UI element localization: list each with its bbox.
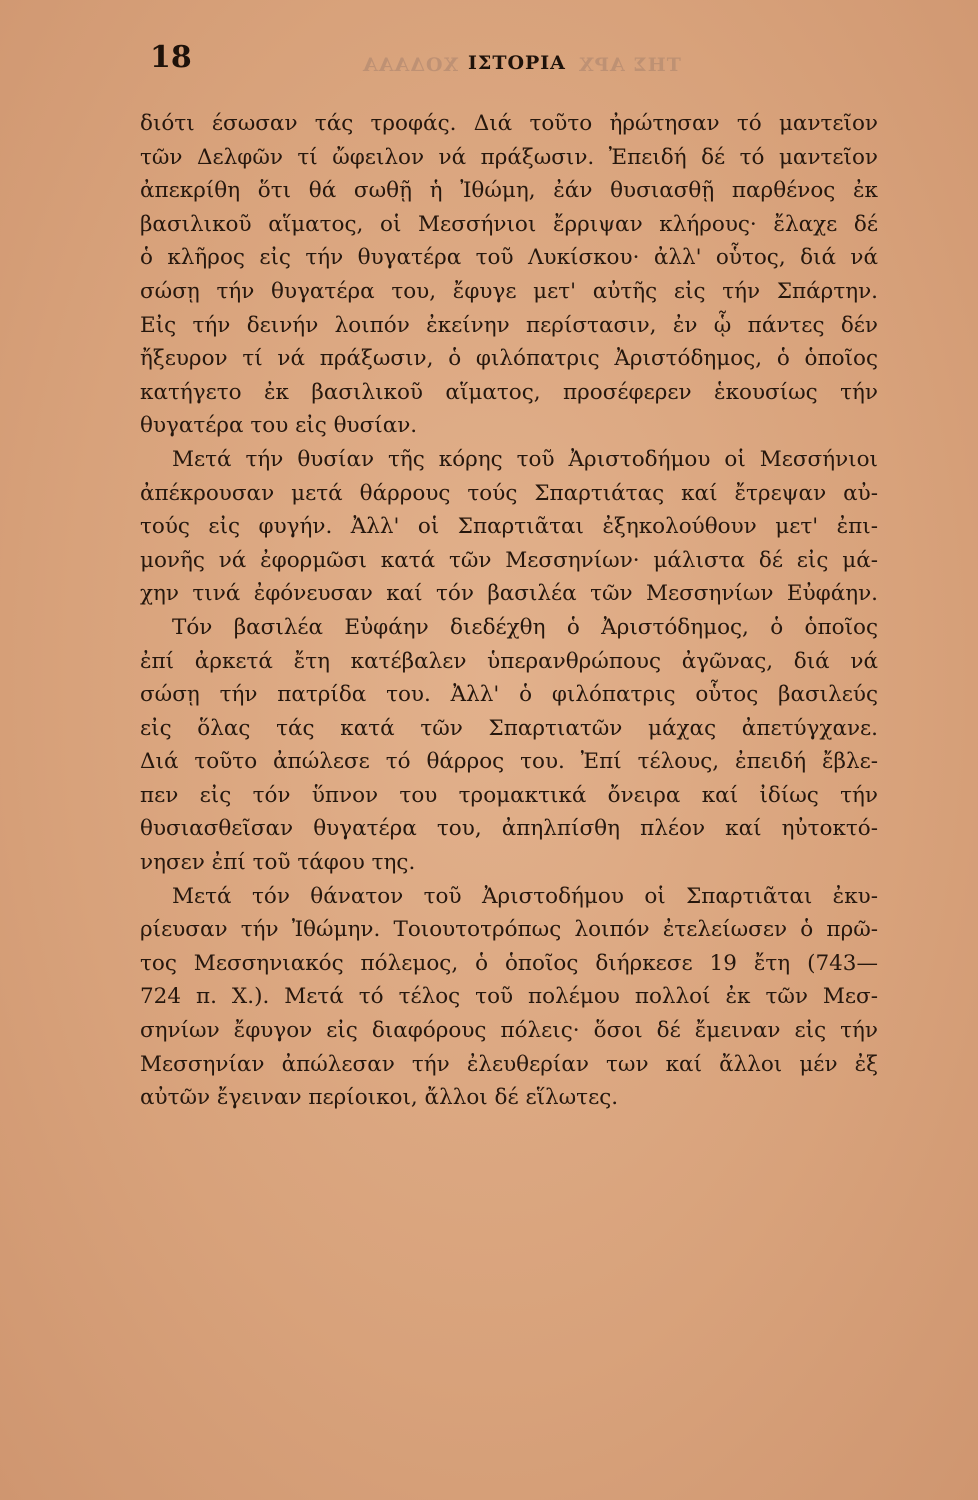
bleed-through-text-left: ΧΟΔΑΑΑ xyxy=(362,54,459,76)
text-line: Μετά τήν θυσίαν τῆς κόρης τοῦ Ἀριστοδήμου οἱ Μεσσήνιοι xyxy=(172,446,878,472)
text-line: Τόν βασιλέα Εὐφάην διεδέχθη ὁ Ἀριστόδημος, ὁ ὁποῖος xyxy=(172,614,878,640)
text-line: σώσῃ τήν θυγατέρα του, ἔφυγε μετ' αὐτῆς εἰς τήν Σπάρτην. xyxy=(140,278,878,304)
running-title: ΙΣΤΟΡΙΑ xyxy=(468,52,566,74)
page-number: 18 xyxy=(150,40,192,75)
text-line: Μεσσηνίαν ἀπώλεσαν τήν ἐλευθερίαν των καί ἄλλοι μέν ἐξ xyxy=(140,1051,878,1077)
text-line: τούς εἰς φυγήν. Ἀλλ' οἱ Σπαρτιᾶται ἐξηκολούθουν μετ' ἐπι- xyxy=(140,514,878,540)
text-line: Μετά τόν θάνατον τοῦ Ἀριστοδήμου οἱ Σπαρτιᾶται ἐκυ- xyxy=(172,883,878,909)
text-line: θυγατέρα του εἰς θυσίαν. xyxy=(140,413,418,439)
page-header xyxy=(0,38,978,88)
text-line: νησεν ἐπί τοῦ τάφου της. xyxy=(140,850,416,876)
text-line: ὁ κλῆρος εἰς τήν θυγατέρα τοῦ Λυκίσκου· ἀλλ' οὗτος, διά νά xyxy=(140,245,878,271)
text-line: κατήγετο ἐκ βασιλικοῦ αἵματος, προσέφερεν ἑκουσίως τήν xyxy=(140,379,878,405)
text-line: ἀπέκρουσαν μετά θάρρους τούς Σπαρτιάτας καί ἔτρεψαν αὐ- xyxy=(140,480,878,506)
text-line: ρίευσαν τήν Ἰθώμην. Τοιουτοτρόπως λοιπόν ἐτελείωσεν ὁ πρῶ- xyxy=(140,917,878,943)
text-line: μονῆς νά ἐφορμῶσι κατά τῶν Μεσσηνίων· μάλιστα δέ εἰς μά- xyxy=(140,547,878,573)
text-line: διότι έσωσαν τάς τροφάς. Διά τοῦτο ἠρώτησαν τό μαντεῖον xyxy=(140,111,878,136)
body-text xyxy=(140,107,878,1115)
text-line: Εἰς τήν δεινήν λοιπόν ἐκείνην περίστασιν, ἐν ᾧ πάντες δέν xyxy=(140,312,878,338)
text-line: Διά τοῦτο ἀπώλεσε τό θάρρος του. Ἐπί τέλους, ἐπειδή ἔβλε- xyxy=(140,749,878,775)
text-line: πεν εἰς τόν ὕπνον του τρομακτικά ὄνειρα καί ἰδίως τήν xyxy=(140,782,878,808)
text-line: βασιλικοῦ αἵματος, οἱ Μεσσήνιοι ἔρριψαν κλήρους· ἔλαχε δέ xyxy=(140,211,878,237)
bleed-through-text-right: ΤΗΣ ΑΡΧ xyxy=(578,54,681,76)
text-line: ἤξευρον τί νά πράξωσιν, ὁ φιλόπατρις Ἀριστόδημος, ὁ ὁποῖος xyxy=(140,346,878,372)
text-line: ἐπί ἀρκετά ἔτη κατέβαλεν ὑπερανθρώπους ἀγῶνας, διά νά xyxy=(140,648,878,674)
text-line: αὐτῶν ἔγειναν περίοικοι, ἄλλοι δέ εἵλωτες. xyxy=(140,1085,619,1111)
text-line: τος Μεσσηνιακός πόλεμος, ὁ ὁποῖος διήρκεσε 19 ἔτη (743— xyxy=(140,950,878,976)
text-line: θυσιασθεῖσαν θυγατέρα του, ἀπηλπίσθη πλέον καί ηὐτοκτό- xyxy=(140,816,878,842)
text-line: εἰς ὅλας τάς κατά τῶν Σπαρτιατῶν μάχας ἀπετύγχανε. xyxy=(140,715,878,741)
text-line: ἀπεκρίθη ὅτι θά σωθῇ ἡ Ἰθώμη, ἐάν θυσιασθῇ παρθένος ἐκ xyxy=(140,178,878,204)
text-line: τῶν Δελφῶν τί ὤφειλον νά πράξωσιν. Ἐπειδή δέ τό μαντεῖον xyxy=(140,144,878,170)
text-line: χην τινά ἐφόνευσαν καί τόν βασιλέα τῶν Μεσσηνίων Εὐφάην. xyxy=(140,581,878,607)
text-line: 724 π. Χ.). Μετά τό τέλος τοῦ πολέμου πολλοί ἐκ τῶν Μεσ- xyxy=(140,984,878,1010)
text-line: σηνίων ἔφυγον εἰς διαφόρους πόλεις· ὅσοι δέ ἔμειναν εἰς τήν xyxy=(140,1018,878,1044)
text-line: σώσῃ τήν πατρίδα του. Ἀλλ' ὁ φιλόπατρις οὗτος βασιλεύς xyxy=(140,682,878,708)
